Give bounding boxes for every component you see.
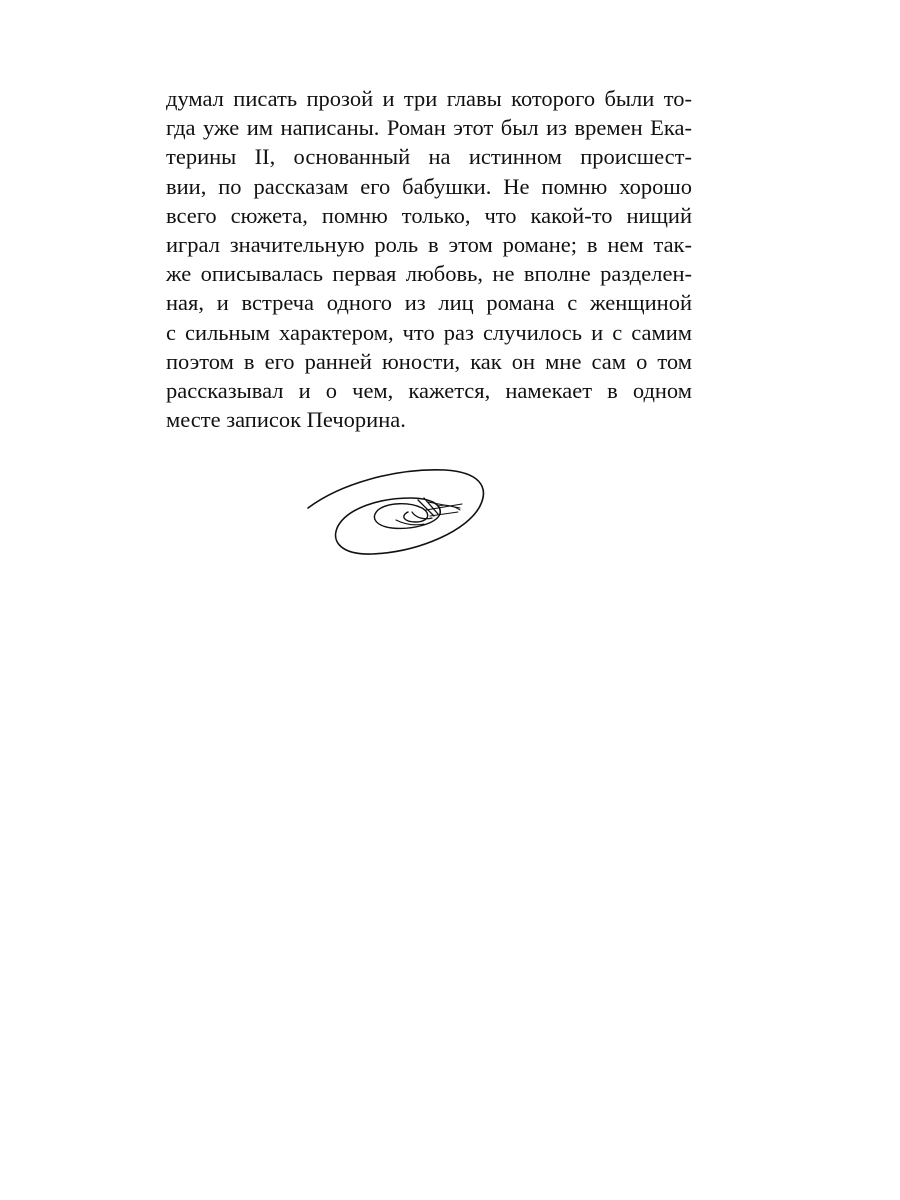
text-line: месте записок Печорина. [166, 407, 406, 433]
text-line: же описывалась первая любовь, не вполне разделен- [166, 261, 692, 287]
text-line: терины II, основанный на истинном происшест- [166, 144, 692, 170]
text-line: играл значительную роль в этом романе; в нем так- [166, 231, 692, 257]
text-line: гда уже им написаны. Роман этот был из времен Ека- [166, 115, 692, 141]
text-line: поэтом в его ранней юности, как он мне сам о том [166, 348, 692, 374]
text-line: с сильным характером, что раз случилось и с самим [166, 319, 692, 345]
text-line: думал писать прозой и три главы которого были то- [166, 86, 692, 111]
flourish-icon [300, 460, 495, 560]
body-paragraph [166, 84, 692, 434]
text-line: всего сюжета, помню только, что какой-то нищий [166, 202, 692, 228]
text-line: рассказывал и о чем, кажется, намекает в одном [166, 377, 692, 403]
text-line: вии, по рассказам его бабушки. Не помню хорошо [166, 173, 692, 199]
text-line: ная, и встреча одного из лиц романа с женщиной [166, 290, 692, 316]
